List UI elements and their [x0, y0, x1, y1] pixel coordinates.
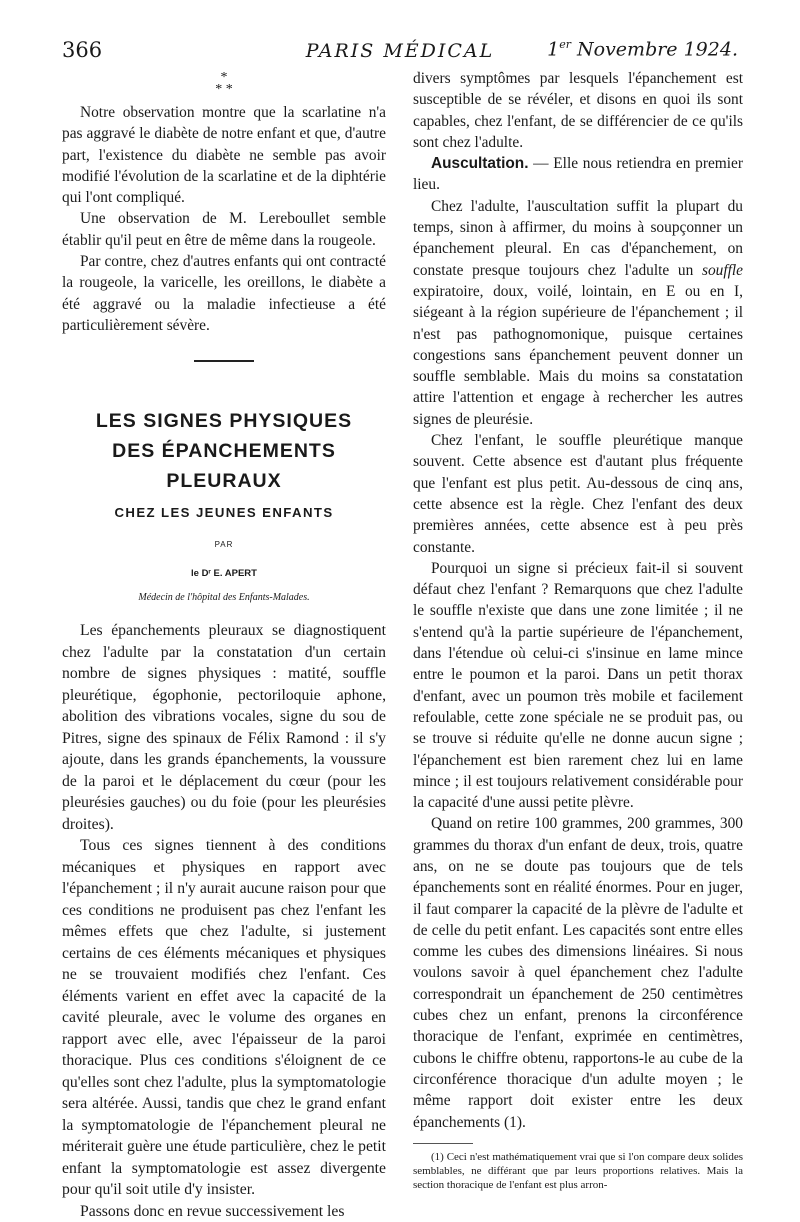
section-separator-stars: * * *	[215, 70, 233, 97]
page-number: 366	[62, 38, 103, 62]
page-header	[62, 38, 738, 68]
article-title: LES SIGNES PHYSIQUES DES ÉPANCHEMENTS PLEURAUX	[95, 410, 353, 493]
section-divider	[194, 360, 254, 362]
article-body	[62, 620, 386, 1222]
issue-date: 1er Novembre 1924.	[547, 38, 738, 61]
paragraph: Chez l'adulte, l'auscultation suffit la plupart du temps, sinon à affirmer, du moins à soupçonner un épanchement pleural. En cas d'épanchement, on constate presque toujours chez l'adulte un souffle expiratoire, doux, voilé, lointain, en E ou en I, siégeant à la région supérieure de l'épanchement ; il n'est pas pathognomonique, puisque certaines congestions sans épanchement peuvent donner un souffle semblable. Mais du moins sa constatation attire l'attention et engage à rechercher les autres signes de pleurésie.	[413, 197, 743, 428]
left-column	[62, 68, 386, 1222]
article-subtitle: CHEZ LES JEUNES ENFANTS	[114, 505, 334, 521]
paragraph: Une observation de M. Lereboullet semble établir qu'il peut en être de même dans la rougeole.	[62, 210, 386, 249]
paragraph: Les épanchements pleuraux se diagnostiquent chez l'adulte par la constatation d'un certain nombre de signes physiques : matité, souffle pleurétique, égophonie, pectoriloquie aphone, abolition des vibrations vocales, signe du sou de Pitres, signe des spinaux de Félix Ramond : il s'y ajoute, dans les grands épanchements, la voussure de la paroi et le déplacement du cœur (pour les pleurésies gauches) ou du foie (pour les pleurésies droites).	[62, 622, 386, 833]
footnote: (1) Ceci n'est mathématiquement vrai que si l'on compare deux solides semblables, ne différant que par leurs proportions relatives. Mais la section thoracique de l'enfant est plus arron-	[413, 1150, 743, 1191]
paragraph: Notre observation montre que la scarlatine n'a pas aggravé le diabète de notre enfant et que, d'autre part, l'existence du diabète ne semble pas avoir modifié l'évolution de la scarlatine et de la diphtérie qui l'ont compliqué.	[62, 104, 386, 207]
paragraph: Quand on retire 100 grammes, 200 grammes, 300 grammes du thorax d'un enfant de deux, trois, quatre ans, on ne se doute pas toujours que de tels épanchements sont en réalité énormes. Pour en juger, il faut comparer la capacité de la plèvre de l'adulte et de celle du petit enfant. Les capacités sont entre elles comme les cubes des dimensions linéaires. Si nous voulons savoir à quel épanchement chez l'adulte correspondrait un épanchement de 250 centimètres cubes chez un enfant, prenons la circonférence thoracique de l'enfant, exprimée en centimètres, cubons le chiffre obtenu, rapportons-le au cube de la circonférence thoracique d'un adulte moyen ; le même rapport doit exister entre les deux épanchements (1).	[413, 815, 743, 1131]
article-author: le Dʳ E. APERT	[191, 567, 257, 579]
author-affiliation: Médecin de l'hôpital des Enfants-Malades.	[138, 592, 310, 604]
footnote-divider	[413, 1143, 473, 1144]
byline-par: PAR	[214, 539, 234, 549]
section-heading: Auscultation.	[431, 155, 529, 173]
paragraph: Par contre, chez d'autres enfants qui ont contracté la rougeole, la varicelle, les oreillons, le diabète a été aggravé ou la maladie infectieuse a été particulièrement sévère.	[62, 253, 386, 334]
paragraph: Pourquoi un signe si précieux fait-il si souvent défaut chez l'enfant ? Remarquons que chez l'adulte le souffle n'existe que dans une zone limitée ; il ne s'entend qu'à la partie supérieure de l'épanchement, dans l'étendue où celui-ci s'insinue en lame mince entre le poumon et la paroi. Dans un petit thorax d'enfant, avec un poumon très mobile et facilement refoulable, cette zone spéciale ne se produit pas, ou se trouve si réduite qu'elle ne donne aucun signe ; l'épanchement est bien rarement chez lui en lame mince ; il est toujours relativement considérable pour la capacité d'une aussi petite plèvre.	[413, 559, 743, 812]
paragraph: Tous ces signes tiennent à des conditions mécaniques et physiques en rapport avec l'épanchement ; il n'y aurait aucune raison pour que ces conditions ne produisent pas chez l'enfant les mêmes effets que chez l'adulte, si justement certains de ces éléments mécaniques et physiques ne se trouvaient modifiés chez l'enfant. Ces éléments varient en effet avec la capacité de la cavité pleurale, avec le volume des organes en rapport avec elle, avec l'épaisseur de la paroi thoracique. Plus ces conditions s'éloignent de ce qu'elles sont chez l'adulte, plus la symptomatologie sera altérée. Aussi, tandis que chez le grand enfant la symptomatologie de l'épanchement pleural ne mériterait guère une étude particulière, chez le petit enfant la symptomatologie est assez divergente pour qu'il soit utile d'y insister.	[62, 837, 386, 1199]
paragraph: divers symptômes par lesquels l'épanchement est susceptible de se révéler, et disons en quoi ils sont capables, chez l'enfant, de se différencier de ce qu'ils sont chez l'adulte.	[413, 70, 743, 151]
paragraph: Chez l'enfant, le souffle pleurétique manque souvent. Cette absence est d'autant plus fréquente que l'enfant est plus petit. Au-dessous de cinq ans, cette absence est la règle. Chez l'enfant des deux premières années, cette absence est à peu près constante.	[413, 432, 743, 556]
right-column	[413, 68, 743, 1192]
auscultation-paragraph: Auscultation. — Elle nous retiendra en premier lieu.	[413, 155, 743, 194]
journal-title: PARIS MÉDICAL	[305, 40, 495, 62]
paragraph: Passons donc en revue successivement les	[80, 1202, 345, 1220]
